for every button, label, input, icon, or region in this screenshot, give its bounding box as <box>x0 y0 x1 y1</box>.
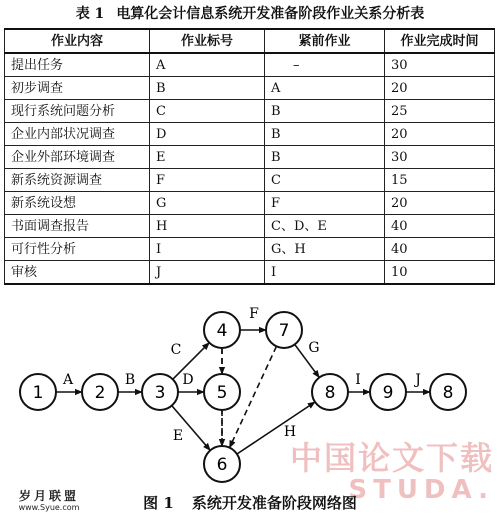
table-row <box>5 215 495 238</box>
activity-label-g: G <box>308 340 320 356</box>
cell-duration: 20 <box>385 123 495 146</box>
col-header-content: 作业内容 <box>5 29 150 53</box>
cell-code: J <box>150 261 265 285</box>
network-node <box>204 374 240 410</box>
cell-code: I <box>150 238 265 261</box>
node-label: 4 <box>216 321 228 341</box>
activity-label-e: E <box>172 428 184 444</box>
cell-duration: 30 <box>385 53 495 77</box>
activity-label-h: H <box>283 424 297 440</box>
cell-code: H <box>150 215 265 238</box>
cell-code: B <box>150 77 265 100</box>
node-label: 8 <box>324 383 336 403</box>
col-header-duration: 作业完成时间 <box>385 29 495 53</box>
watermark-syue-url: www.Syue.com <box>18 503 80 512</box>
table-row <box>5 53 495 77</box>
cell-duration: 20 <box>385 192 495 215</box>
table-row <box>5 238 495 261</box>
table-row <box>5 123 495 146</box>
activity-label-a: A <box>62 372 74 388</box>
cell-duration: 40 <box>385 215 495 238</box>
cell-duration: 25 <box>385 100 495 123</box>
figure-caption <box>0 492 500 513</box>
network-node <box>266 312 302 348</box>
table-title <box>0 3 500 23</box>
cell-duration: 20 <box>385 77 495 100</box>
col-header-predecessor: 紧前作业 <box>265 29 385 53</box>
table-label: 表 1 <box>75 6 105 22</box>
network-node <box>82 374 118 410</box>
node-label: 5 <box>216 383 228 403</box>
activity-label-f: F <box>249 306 259 322</box>
cell-code: G <box>150 192 265 215</box>
cell-code: C <box>150 100 265 123</box>
node-label: 6 <box>216 455 228 475</box>
activity-label-i: I <box>355 372 361 388</box>
node-label: 2 <box>94 383 106 403</box>
cell-content: 现行系统问题分析 <box>5 100 150 123</box>
watermark-studa-title: 中国论文下载 <box>289 439 494 477</box>
cell-predecessor: I <box>265 261 385 285</box>
activity-table <box>4 28 495 285</box>
cell-content: 书面调查报告 <box>5 215 150 238</box>
cell-code: A <box>150 53 265 77</box>
cell-duration: 40 <box>385 238 495 261</box>
table-title-text: 电算化会计信息系统开发准备阶段作业关系分析表 <box>116 6 425 22</box>
col-header-code: 作业标号 <box>150 29 265 53</box>
figure-label: 图 1 <box>143 494 174 512</box>
cell-content: 企业外部环境调查 <box>5 146 150 169</box>
node-label: 1 <box>32 383 44 403</box>
watermark-studa-url: STUDA. <box>348 475 494 505</box>
watermark-syue-title: 岁月联盟 <box>18 489 79 503</box>
node-label: 3 <box>154 383 166 403</box>
cell-content: 可行性分析 <box>5 238 150 261</box>
cell-predecessor: B <box>265 146 385 169</box>
node-label: 9 <box>382 383 394 403</box>
table-row <box>5 146 495 169</box>
table-row <box>5 169 495 192</box>
activity-label-b: B <box>124 372 136 388</box>
cell-code: D <box>150 123 265 146</box>
network-node <box>142 374 178 410</box>
activity-label-j: J <box>415 372 421 388</box>
table-row <box>5 192 495 215</box>
network-node <box>20 374 56 410</box>
figure-caption-text: 系统开发准备阶段网络图 <box>191 494 357 512</box>
cell-content: 新系统设想 <box>5 192 150 215</box>
network-node <box>312 374 348 410</box>
table-row <box>5 77 495 100</box>
node-label: 7 <box>278 321 290 341</box>
cell-predecessor: C <box>265 169 385 192</box>
cell-predecessor: B <box>265 100 385 123</box>
cell-duration: 30 <box>385 146 495 169</box>
activity-label-d: D <box>182 372 194 388</box>
cell-predecessor: F <box>265 192 385 215</box>
cell-duration: 15 <box>385 169 495 192</box>
network-node <box>204 446 240 482</box>
cell-predecessor: G、H <box>265 238 385 261</box>
cell-content: 初步调查 <box>5 77 150 100</box>
cell-predecessor: – <box>265 53 385 77</box>
cell-duration: 10 <box>385 261 495 285</box>
cell-code: E <box>150 146 265 169</box>
cell-predecessor: A <box>265 77 385 100</box>
table-row <box>5 100 495 123</box>
network-node <box>370 374 406 410</box>
cell-predecessor: C、D、E <box>265 215 385 238</box>
table-row <box>5 261 495 285</box>
cell-code: F <box>150 169 265 192</box>
cell-content: 提出任务 <box>5 53 150 77</box>
cell-content: 审核 <box>5 261 150 285</box>
network-node <box>204 312 240 348</box>
table-header-row <box>5 29 495 53</box>
cell-content: 企业内部状况调查 <box>5 123 150 146</box>
cell-predecessor: B <box>265 123 385 146</box>
network-node <box>430 374 466 410</box>
cell-content: 新系统资源调查 <box>5 169 150 192</box>
node-label: 8 <box>442 383 454 403</box>
activity-label-c: C <box>170 342 182 358</box>
